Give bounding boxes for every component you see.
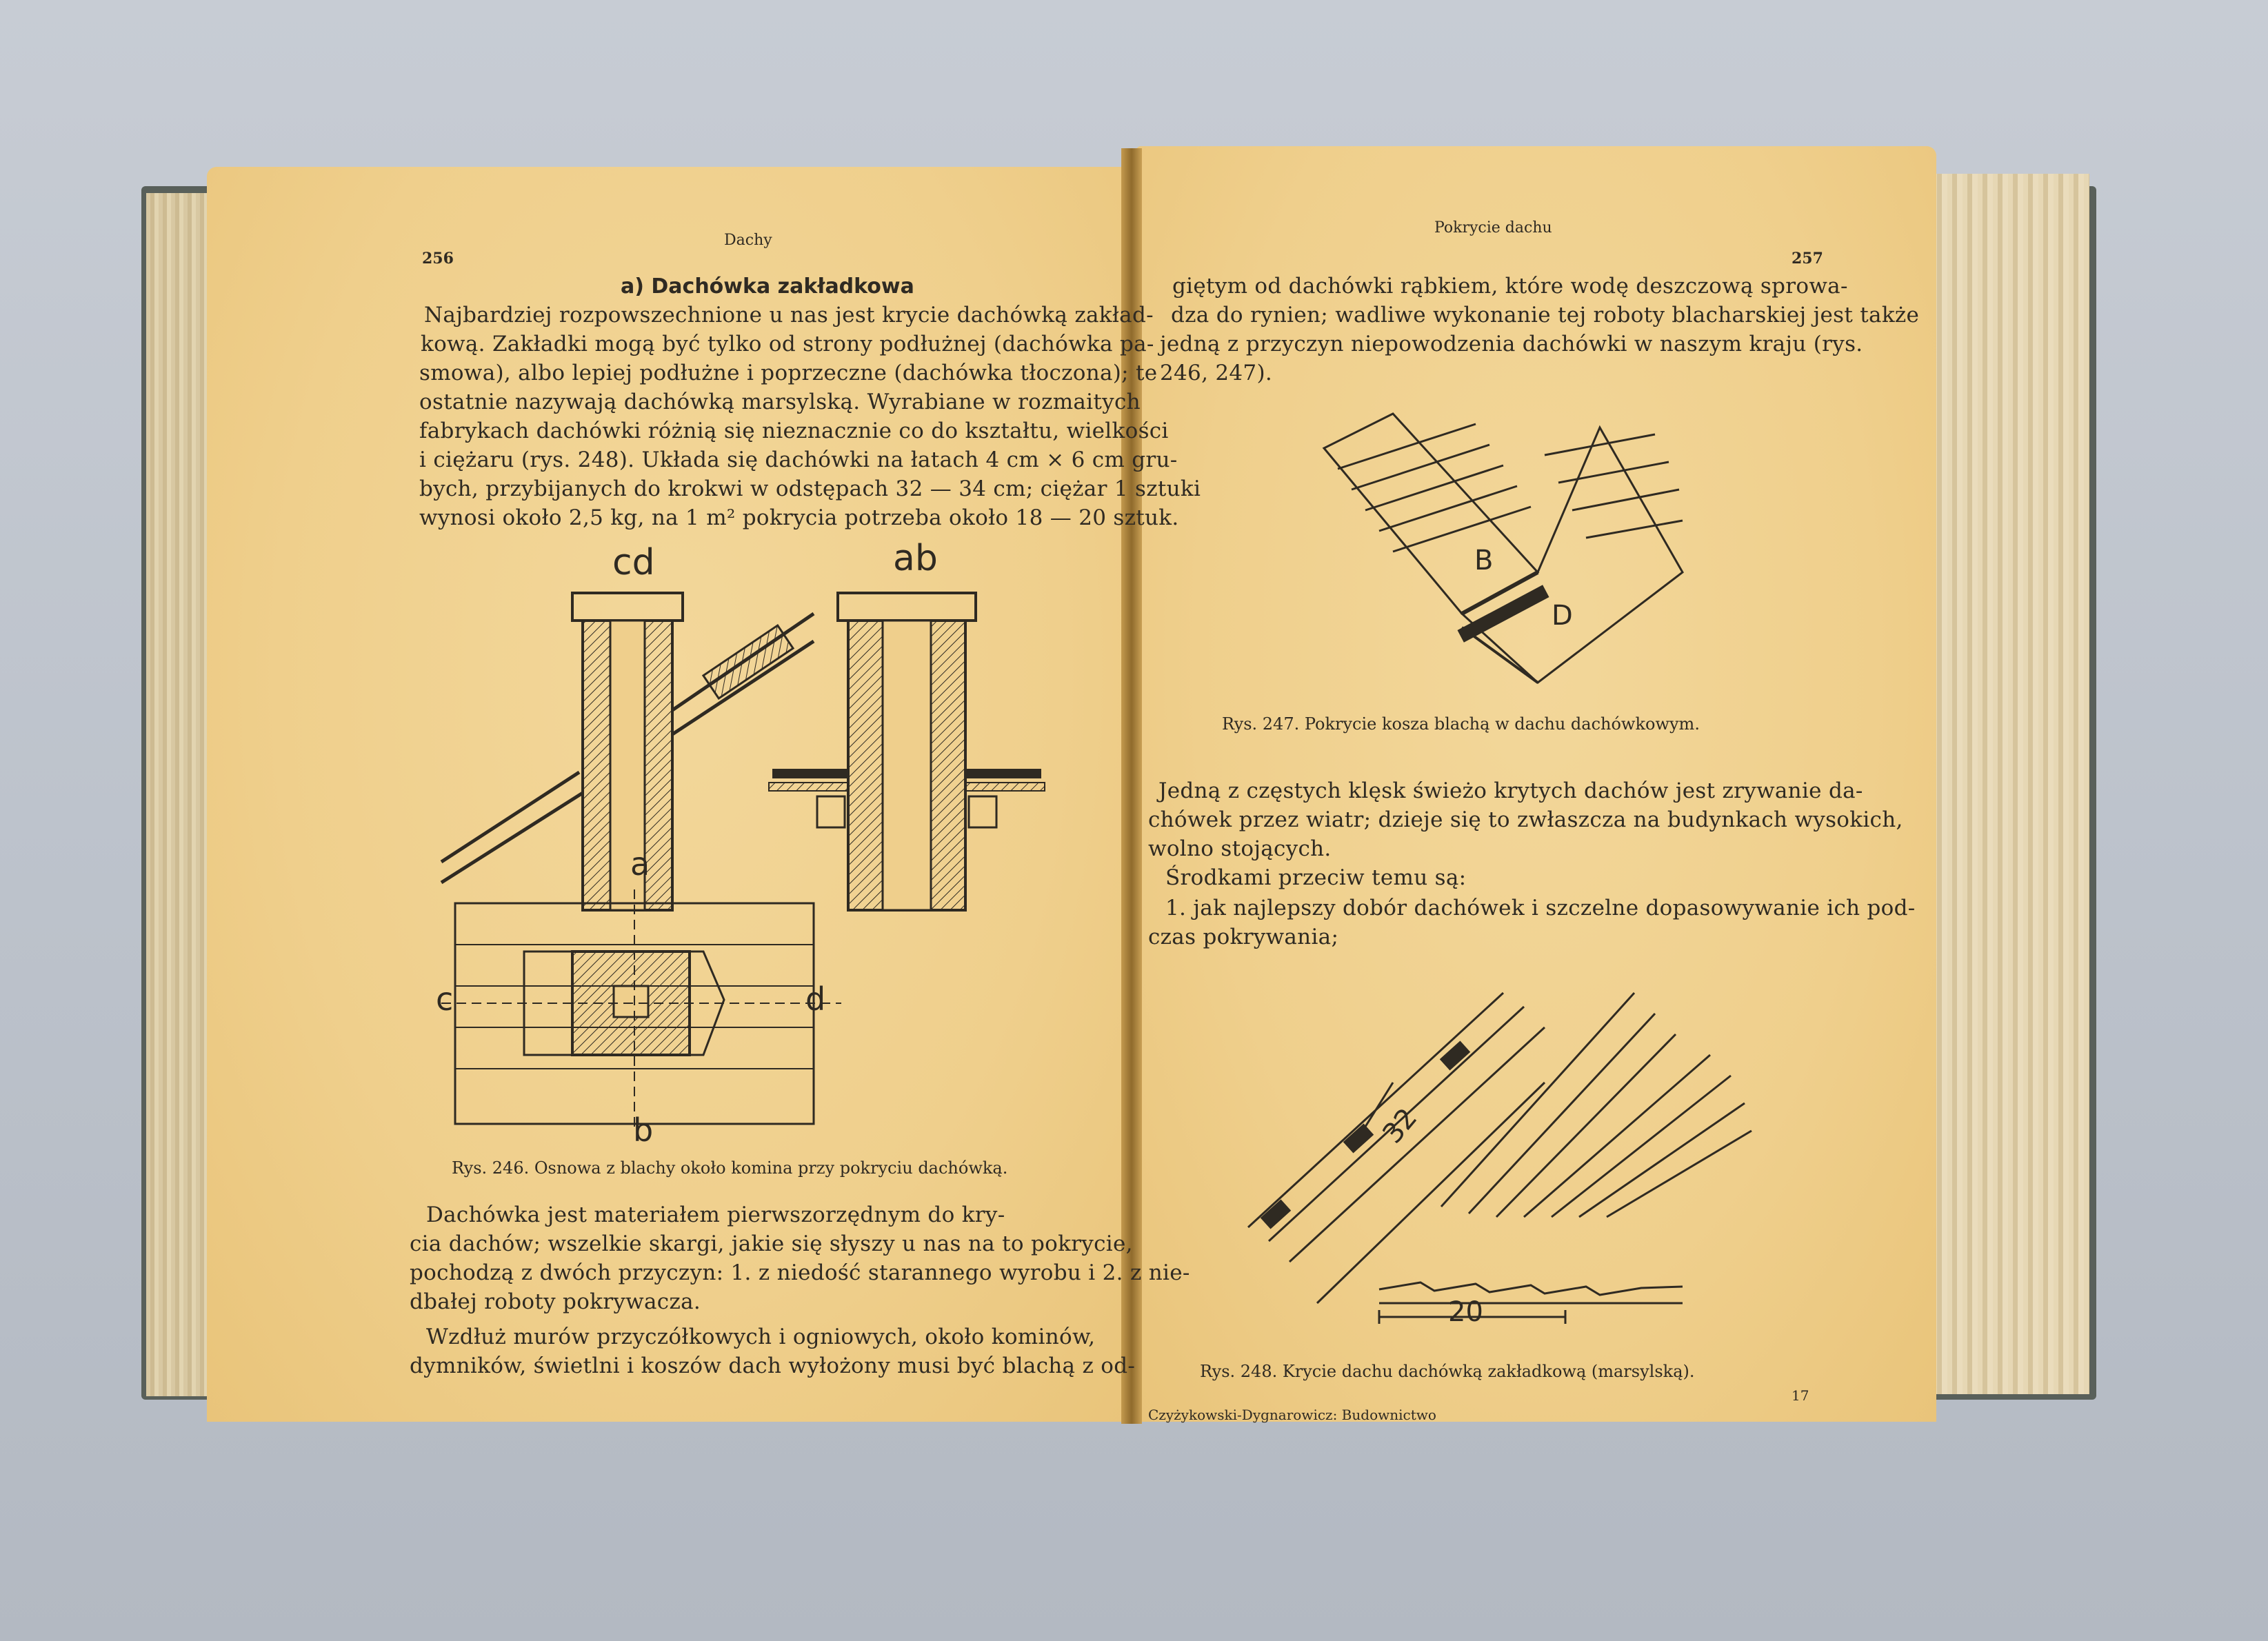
text-line: wynosi około 2,5 kg, na 1 m² pokrycia potrzeba około 18 — 20 sztuk. (419, 505, 1179, 530)
text-line: Wzdłuż murów przyczółkowych i ogniowych, około kominów, (426, 1325, 1096, 1349)
right-page-number: 257 (1792, 250, 1823, 268)
text-line: giętym od dachówki rąbkiem, które wodę deszczową sprowa- (1172, 274, 1848, 299)
figure-248-dimension-20: 20 (1448, 1296, 1483, 1328)
figure-247-label-d: D (1552, 600, 1573, 632)
figure-247-valley-flashing (1310, 407, 1696, 696)
figure-label-c: c (436, 980, 454, 1018)
text-line: pochodzą z dwóch przyczyn: 1. z niedość starannego wyrobu i 2. z nie- (410, 1260, 1190, 1285)
text-line: 1. jak najlepszy dobór dachówek i szczelne dopasowywanie ich pod- (1165, 896, 1916, 920)
text-line: dza do rynien; wadliwe wykonanie tej roboty blacharskiej jest także (1171, 303, 1920, 328)
text-line: dbałej roboty pokrywacza. (410, 1289, 701, 1314)
figure-247-caption: Rys. 247. Pokrycie kosza blachą w dachu dachówkowym. (1222, 714, 1700, 734)
left-page-number: 256 (422, 250, 454, 268)
figure-label-a: a (630, 845, 650, 883)
figure-label-d: d (805, 980, 826, 1018)
figure-246-chimney-flashing (428, 545, 1117, 1151)
text-line: ostatnie nazywają dachówką marsylską. Wyrabiane w rozmaitych (419, 390, 1141, 414)
text-line: dymników, świetlni i koszów dach wyłożony musi być blachą z od- (410, 1353, 1136, 1378)
text-line: wolno stojących. (1148, 836, 1332, 861)
figure-label-ab: ab (893, 538, 938, 579)
text-line: jedną z przyczyn niepowodzenia dachówki w naszym kraju (rys. (1160, 332, 1863, 356)
right-footer-left: Czyżykowski-Dygnarowicz: Budownictwo (1148, 1407, 1436, 1423)
text-line: fabrykach dachówki różnią się nieznacznie co do kształtu, wielkości (419, 419, 1169, 443)
right-page-edges (1917, 174, 2089, 1394)
figure-label-cd: cd (612, 542, 655, 583)
text-line: cia dachów; wszelkie skargi, jakie się słyszy u nas na to pokrycie, (410, 1231, 1133, 1256)
text-line: Dachówka jest materiałem pierwszorzędnym do kry- (426, 1202, 1005, 1227)
figure-247-label-b: B (1474, 545, 1494, 576)
text-line: Jedną z częstych klęsk świeżo krytych dachów jest zrywanie da- (1158, 778, 1863, 803)
figure-248-dimension-32: 32 (1376, 1102, 1424, 1150)
left-section-title: a) Dachówka zakładkowa (621, 274, 914, 299)
right-running-head: Pokrycie dachu (1434, 219, 1552, 236)
text-line: bych, przybijanych do krokwi w odstępach 32 — 34 cm; ciężar 1 sztuki (419, 476, 1201, 501)
text-line: chówek przez wiatr; dzieje się to zwłaszcza na budynkach wysokich, (1148, 807, 1903, 832)
text-line: czas pokrywania; (1148, 925, 1339, 949)
figure-246-caption: Rys. 246. Osnowa z blachy około komina przy pokryciu dachówką. (452, 1158, 1008, 1178)
right-footer-right: 17 (1792, 1387, 1809, 1404)
right-paragraph-3: Środkami przeciw temu są: (1165, 865, 1467, 890)
text-line: 246, 247). (1160, 361, 1272, 385)
figure-248-interlocking-tiles (1234, 979, 1772, 1324)
text-line: Najbardziej rozpowszechnione u nas jest krycie dachówką zakład- (424, 303, 1154, 328)
figure-label-b: b (633, 1111, 654, 1149)
left-running-head: Dachy (724, 232, 772, 249)
figure-248-caption: Rys. 248. Krycie dachu dachówką zakładkową (marsylską). (1200, 1362, 1695, 1381)
text-line: kową. Zakładki mogą być tylko od strony podłużnej (dachówka pa- (421, 332, 1154, 356)
text-line: i ciężaru (rys. 248). Układa się dachówki na łatach 4 cm × 6 cm gru- (419, 447, 1178, 472)
text-line: smowa), albo lepiej podłużne i poprzeczne (dachówka tłoczona); te (419, 361, 1158, 385)
